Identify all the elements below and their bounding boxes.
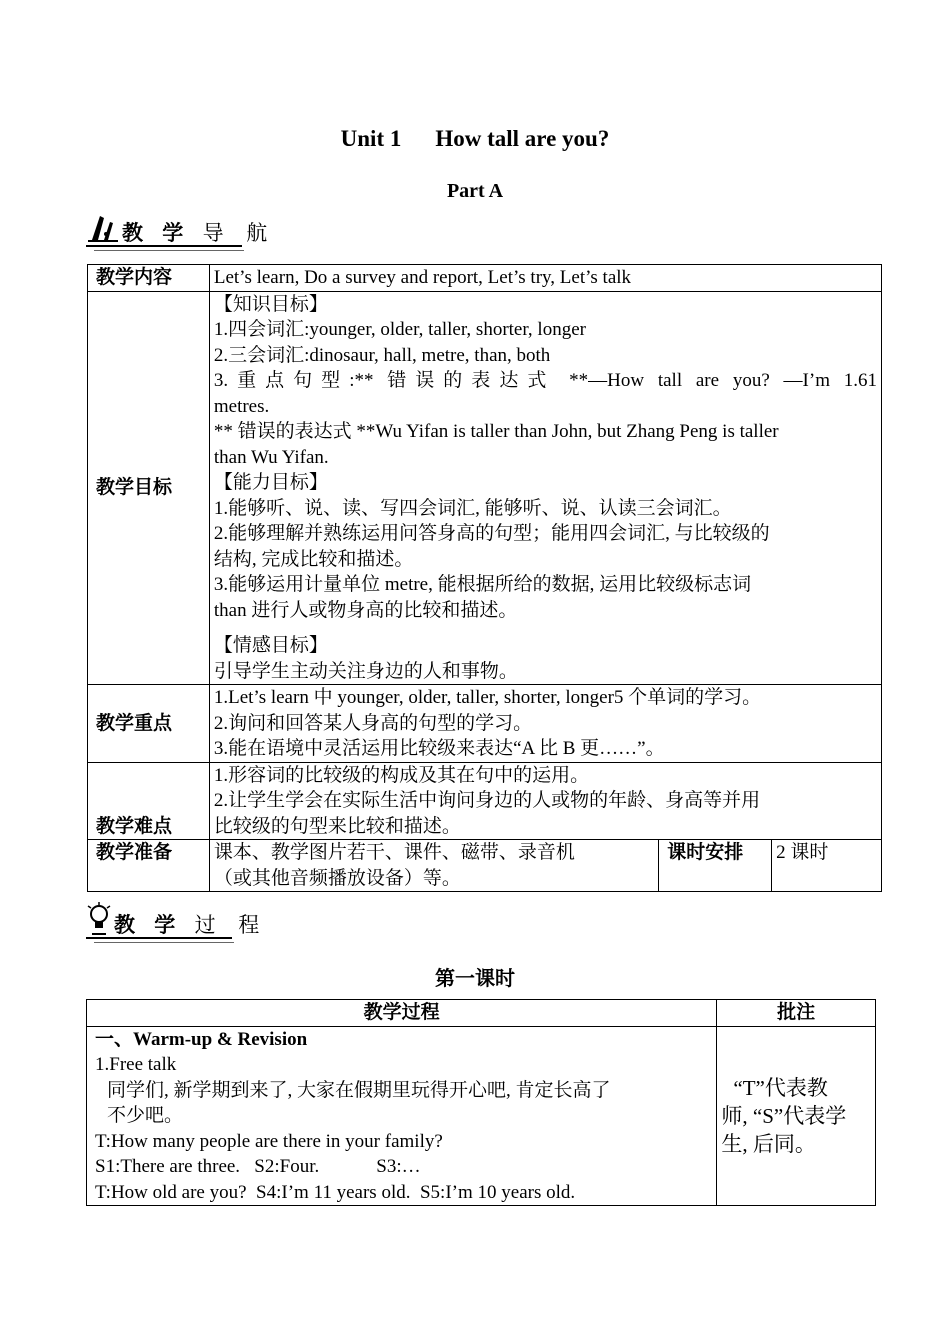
- section-heading: 一、Warm-up & Revision: [95, 1028, 308, 1050]
- document-title: [0, 126, 950, 152]
- key-points-row: [88, 685, 882, 763]
- content-label: 教学内容: [88, 265, 210, 292]
- content-value: Let’s learn, Do a survey and report, Let’s try, Let’s talk: [209, 265, 881, 292]
- key-point-line: 1.Let’s learn 中 younger, older, taller, shorter, longer5 个单词的学习。: [213, 687, 762, 708]
- difficulty-line: 1.形容词的比较级的构成及其在句中的运用。: [213, 764, 590, 786]
- lesson-header-row: [87, 1000, 876, 1027]
- process-cell: [87, 1026, 717, 1206]
- goal-line: 2.三会词汇:dinosaur, hall, metre, than, both: [213, 344, 551, 366]
- lesson-table: [86, 999, 876, 1206]
- goals-cell: [209, 291, 881, 685]
- key-points-label: 教学重点: [88, 685, 210, 763]
- schedule-value: 2 课时: [772, 840, 882, 892]
- banner-strong: 教 学: [122, 221, 190, 245]
- goal-line: than 进行人或物身高的比较和描述。: [213, 599, 518, 621]
- process-line: S1:There are three. S2:Four. S3:…: [95, 1156, 421, 1177]
- process-line: 1.Free talk: [95, 1054, 177, 1075]
- difficulties-label: 教学难点: [88, 762, 210, 840]
- preparation-cell: [209, 840, 658, 892]
- process-line: 同学们, 新学期到来了, 大家在假期里玩得开心吧, 肯定长高了: [107, 1079, 611, 1101]
- process-column-header: 教学过程: [87, 1000, 717, 1027]
- notes-cell: [717, 1026, 876, 1206]
- goal-line: 引导学生主动关注身边的人和事物。: [213, 659, 518, 682]
- pencil-icon: [86, 212, 120, 244]
- goal-line: 结构, 完成比较和描述。: [213, 548, 414, 570]
- banner-light: 过 程: [194, 913, 268, 937]
- schedule-label: 课时安排: [659, 840, 772, 892]
- goal-line: 1.能够听、说、读、写四会词汇, 能够听、说、认读三会词汇。: [213, 497, 732, 519]
- lightbulb-icon: [86, 902, 112, 936]
- goal-line: ** 错误的表达式 **Wu Yifan is taller than John, but Zhang Peng is taller: [213, 421, 779, 442]
- goal-line: 1.四会词汇:younger, older, taller, shorter, longer: [213, 319, 586, 340]
- note-line: 生, 后同。: [721, 1131, 816, 1156]
- notes-column-header: 批注: [717, 1000, 876, 1027]
- preparation-line: 课本、教学图片若干、课件、磁带、录音机: [213, 841, 575, 863]
- teaching-process-banner: [86, 902, 267, 936]
- overview-table: [87, 264, 882, 892]
- key-points-cell: [209, 685, 881, 763]
- lesson-body-row: [87, 1026, 876, 1206]
- preparation-line: （或其他音频播放设备）等。: [213, 866, 461, 889]
- goal-line: 【能力目标】: [213, 471, 328, 493]
- difficulty-line: 2.让学生学会在实际生活中询问身边的人或物的年龄、身高等并用: [213, 790, 761, 811]
- key-point-line: 2.询问和回答某人身高的句型的学习。: [213, 712, 533, 734]
- goal-line: 2.能够理解并熟练运用问答身高的句型；能用四会词汇, 与比较级的: [213, 523, 770, 544]
- note-line: “T”代表教: [733, 1075, 828, 1100]
- goal-line: 3.重点句型:** 错误的表达式 **—How tall are you? —I’m 1.61: [213, 370, 877, 391]
- preparation-row: [88, 840, 882, 892]
- key-point-line: 3.能在语境中灵活运用比较级来表达“A 比 B 更……”。: [213, 738, 665, 759]
- goal-line: 【知识目标】: [213, 292, 328, 315]
- content-row: [88, 265, 882, 292]
- goal-line: 3.能够运用计量单位 metre, 能根据所给的数据, 运用比较级标志词: [213, 574, 752, 595]
- note-line: 师, “S”代表学: [721, 1103, 847, 1128]
- goals-row: [88, 291, 882, 685]
- banner-light: 导 航: [202, 221, 276, 245]
- process-line: T:How old are you? S4:I’m 11 years old. S5:I’m 10 years old.: [95, 1181, 576, 1203]
- difficulty-line: 比较级的句型来比较和描述。: [213, 815, 461, 837]
- lesson-title: 第一课时: [435, 966, 515, 990]
- process-line: T:How many people are there in your family?: [95, 1130, 443, 1152]
- process-line: 不少吧。: [107, 1105, 184, 1126]
- part-label: Part A: [446, 180, 504, 202]
- preparation-label: 教学准备: [88, 840, 210, 892]
- unit-label: Unit 1: [340, 126, 402, 151]
- difficulties-cell: [209, 762, 881, 840]
- goals-label: 教学目标: [88, 291, 210, 685]
- difficulties-row: [88, 762, 882, 840]
- goal-line: 【情感目标】: [213, 634, 328, 656]
- unit-title: How tall are you?: [435, 126, 610, 151]
- teaching-navigation-banner: [86, 210, 275, 244]
- goal-line: than Wu Yifan.: [213, 446, 329, 468]
- banner-strong: 教 学: [114, 913, 182, 937]
- goal-line: metres.: [213, 395, 270, 417]
